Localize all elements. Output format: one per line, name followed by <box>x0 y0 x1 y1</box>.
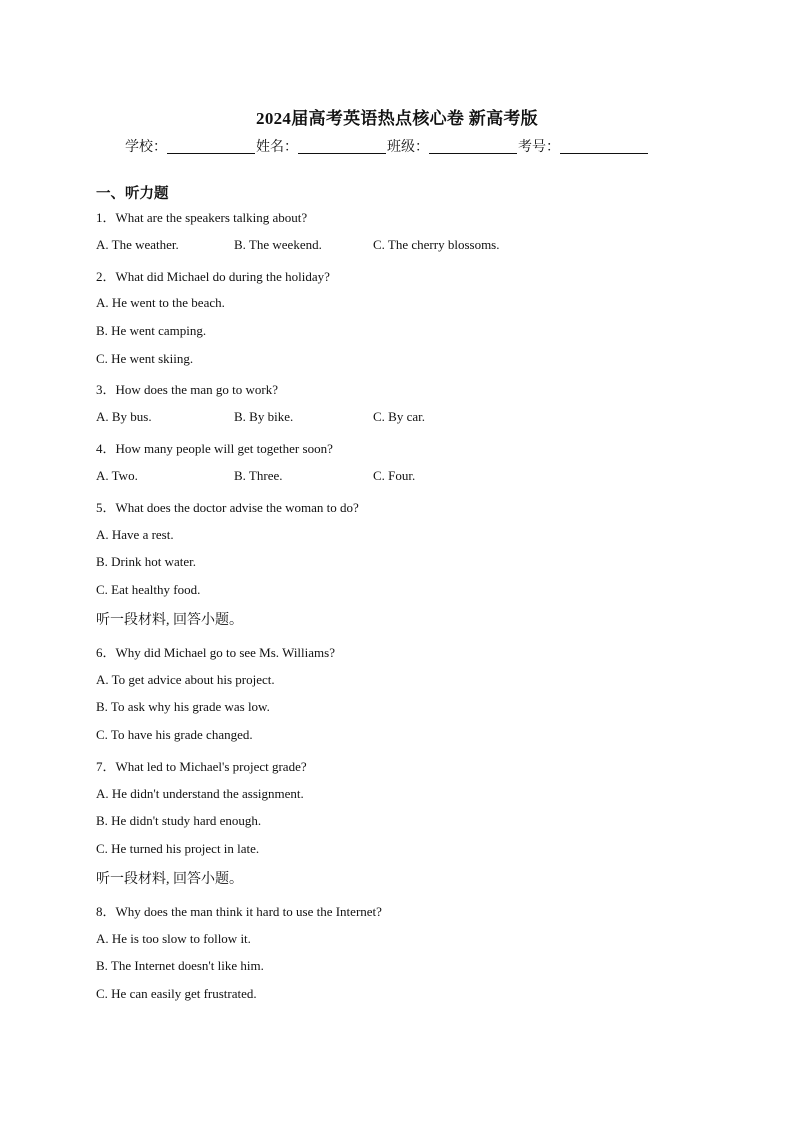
listening-intro: 听一段材料, 回答小题。 <box>96 872 243 887</box>
exam-number-label: 考号： <box>518 140 560 155</box>
page-title: 2024届高考英语热点核心卷 新高考版 <box>256 109 538 128</box>
question-stem: 5．What does the doctor advise the woman to do? <box>96 500 359 515</box>
option-c: C. Eat healthy food. <box>96 582 201 597</box>
class-blank[interactable] <box>429 138 517 154</box>
option-b: B. He went camping. <box>96 323 207 338</box>
class-label: 班级： <box>387 140 429 155</box>
option-c: C. To have his grade changed. <box>96 727 253 742</box>
option-a: A. Two. <box>96 468 138 483</box>
name-label: 姓名： <box>256 140 298 155</box>
option-b: B. The weekend. <box>234 237 322 252</box>
question-stem: 7．What led to Michael's project grade? <box>96 759 307 774</box>
option-b: B. Drink hot water. <box>96 554 197 569</box>
option-c: C. By car. <box>373 409 425 424</box>
option-a: A. Have a rest. <box>96 527 174 542</box>
school-blank[interactable] <box>167 138 255 154</box>
option-a: A. The weather. <box>96 237 179 252</box>
option-c: C. The cherry blossoms. <box>373 237 500 252</box>
option-c: C. He went skiing. <box>96 351 194 366</box>
option-b: B. By bike. <box>234 409 294 424</box>
option-a: A. He didn't understand the assignment. <box>96 786 304 801</box>
option-a: A. By bus. <box>96 409 152 424</box>
question-stem: 1．What are the speakers talking about? <box>96 210 308 225</box>
option-b: B. To ask why his grade was low. <box>96 699 270 714</box>
option-b: B. The Internet doesn't like him. <box>96 958 264 973</box>
option-a: A. He is too slow to follow it. <box>96 931 251 946</box>
option-c: C. He can easily get frustrated. <box>96 986 257 1001</box>
question-stem: 2．What did Michael do during the holiday? <box>96 269 330 284</box>
question-stem: 8．Why does the man think it hard to use the Internet? <box>96 904 382 919</box>
question-stem: 6．Why did Michael go to see Ms. Williams? <box>96 645 335 660</box>
question-stem: 3．How does the man go to work? <box>96 382 278 397</box>
section-heading: 一、听力题 <box>96 186 169 202</box>
option-c: C. He turned his project in late. <box>96 841 260 856</box>
school-label: 学校： <box>125 140 167 155</box>
exam-number-blank[interactable] <box>560 138 648 154</box>
option-a: A. He went to the beach. <box>96 295 225 310</box>
option-b: B. He didn't study hard enough. <box>96 813 262 828</box>
option-a: A. To get advice about his project. <box>96 672 275 687</box>
question-stem: 4．How many people will get together soon? <box>96 441 333 456</box>
name-blank[interactable] <box>298 138 386 154</box>
option-b: B. Three. <box>234 468 283 483</box>
student-info-line <box>125 136 649 156</box>
listening-intro: 听一段材料, 回答小题。 <box>96 613 243 628</box>
option-c: C. Four. <box>373 468 416 483</box>
